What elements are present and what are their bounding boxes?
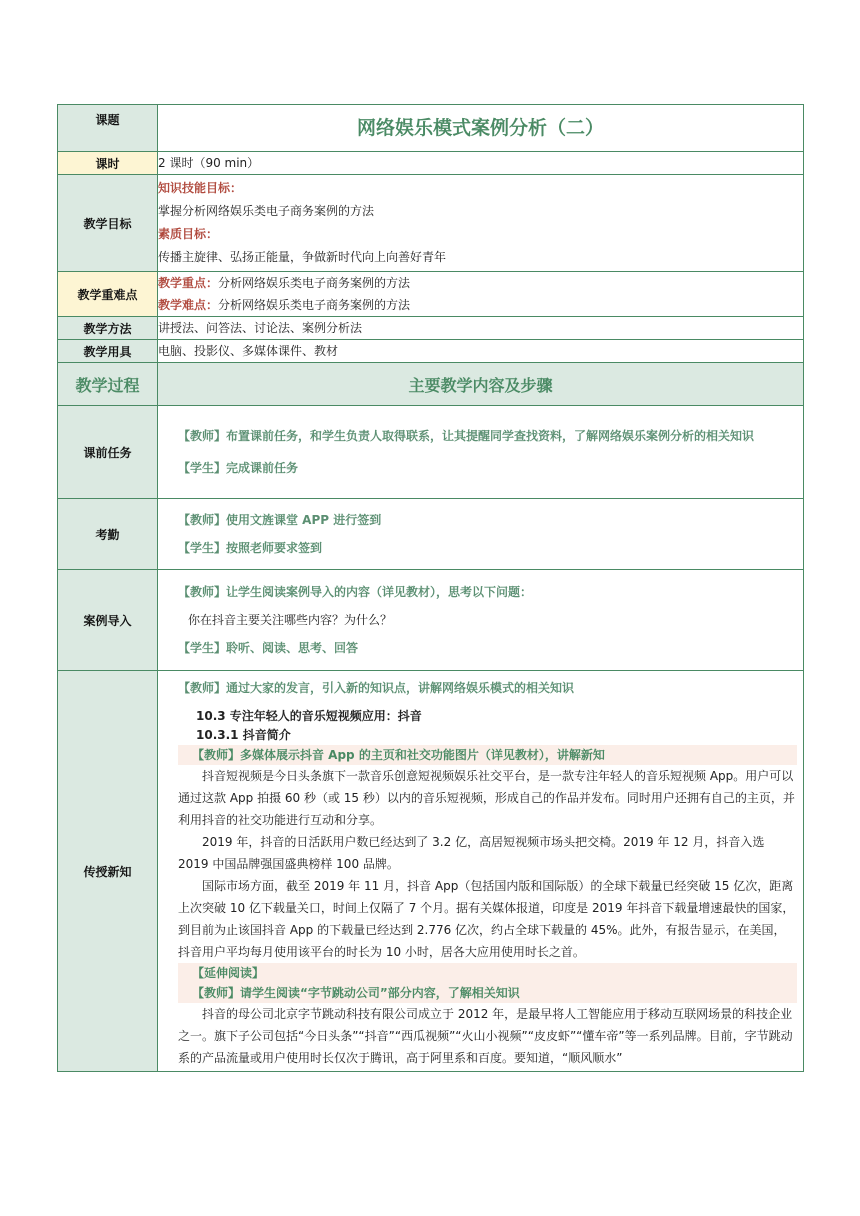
focus-heading: 教学重点： [158, 276, 219, 290]
teach-cell [158, 671, 804, 1072]
case-cell [158, 570, 804, 671]
goals-cell [158, 175, 804, 272]
hours-row [58, 152, 804, 175]
difficulty-text: 分析网络娱乐类电子商务案例的方法 [218, 298, 411, 312]
quality-heading: 素质目标： [158, 227, 219, 241]
lesson-plan-page [57, 104, 803, 1072]
method-row [58, 317, 804, 340]
pretask-teacher: 【教师】布置课前任务，和学生负责人取得联系，让其提醒同学查找资料，了解网络娱乐案例分析的相关知识 [178, 429, 755, 443]
tools-row [58, 340, 804, 363]
difficulty-line [158, 294, 803, 316]
attendance-label: 考勤 [58, 499, 158, 570]
case-question: 你在抖音主要关注哪些内容？为什么？ [188, 613, 393, 627]
extended-reading-block [178, 963, 797, 1003]
key-cell [158, 272, 804, 317]
pretask-row [58, 406, 804, 499]
attendance-teacher: 【教师】使用文旌课堂 APP 进行签到 [178, 513, 382, 527]
case-label: 案例导入 [58, 570, 158, 671]
process-header-row [58, 363, 804, 406]
method-value: 讲授法、问答法、讨论法、案例分析法 [158, 317, 804, 340]
case-student: 【学生】聆听、阅读、思考、回答 [178, 641, 359, 655]
pretask-student: 【学生】完成课前任务 [178, 461, 299, 475]
paragraph-users: 2019 年，抖音的日活跃用户数已经达到了 3.2 亿，高居短视频市场头把交椅。2019 年 12 月，抖音入选 2019 中国品牌强国盛典榜样 100 品牌。 [178, 835, 765, 871]
teacher-band-bytedance: 【教师】请学生阅读“字节跳动公司”部分内容，了解相关知识 [178, 983, 797, 1003]
case-row [58, 570, 804, 671]
section-heading: 10.3 专注年轻人的音乐短视频应用：抖音 [196, 709, 422, 723]
attendance-student: 【学生】按照老师要求签到 [178, 541, 323, 555]
knowledge-text: 掌握分析网络娱乐类电子商务案例的方法 [158, 204, 375, 218]
topic-cell [158, 105, 804, 152]
hours-label: 课时 [58, 152, 158, 175]
process-header: 主要教学内容及步骤 [158, 363, 804, 406]
quality-text: 传播主旋律、弘扬正能量，争做新时代向上向善好青年 [158, 250, 447, 264]
teach-teacher-intro: 【教师】通过大家的发言，引入新的知识点，讲解网络娱乐模式的相关知识 [178, 681, 575, 695]
extended-reading-label: 【延伸阅读】 [178, 963, 797, 983]
focus-text: 分析网络娱乐类电子商务案例的方法 [218, 276, 411, 290]
paragraph-bytedance: 抖音的母公司北京字节跳动科技有限公司成立于 2012 年，是最早将人工智能应用于移动互联网场景的科技企业之一。旗下子公司包括“今日头条”“抖音”“西瓜视频”“火山小视频”“皮皮虾”“懂车帝”等一系列品牌。目前，字节跳动系的产品流量或用户使用时长仅次于腾讯，高于阿里系和百度。要知道，“顺风顺水” [178, 1007, 793, 1065]
attendance-cell [158, 499, 804, 570]
tools-label: 教学用具 [58, 340, 158, 363]
knowledge-heading: 知识技能目标： [158, 181, 243, 195]
tools-value: 电脑、投影仪、多媒体课件、教材 [158, 340, 804, 363]
method-label: 教学方法 [58, 317, 158, 340]
topic-row [58, 105, 804, 152]
teacher-band-multimedia: 【教师】多媒体展示抖音 App 的主页和社交功能图片（详见教材），讲解新知 [178, 745, 797, 765]
difficulty-heading: 教学难点： [158, 298, 219, 312]
teach-label: 传授新知 [58, 671, 158, 1072]
case-teacher: 【教师】让学生阅读案例导入的内容（详见教材），思考以下问题： [178, 585, 533, 599]
focus-line [158, 272, 803, 294]
key-row [58, 272, 804, 317]
lesson-plan-table [57, 104, 804, 1072]
pretask-cell [158, 406, 804, 499]
paragraph-intro: 抖音短视频是今日头条旗下一款音乐创意短视频娱乐社交平台，是一款专注年轻人的音乐短视频 App。用户可以通过这款 App 拍摄 60 秒（或 15 秒）以内的音乐短视频，形成自己的作品并发布。同时用户还拥有自己的主页，并利用抖音的社交功能进行互动和分享。 [178, 769, 795, 827]
key-label: 教学重难点 [58, 272, 158, 317]
page-title: 网络娱乐模式案例分析（二） [356, 117, 604, 139]
teach-row [58, 671, 804, 1072]
goals-label: 教学目标 [58, 175, 158, 272]
attendance-row [58, 499, 804, 570]
process-label: 教学过程 [58, 363, 158, 406]
subsection-heading: 10.3.1 抖音简介 [196, 728, 291, 742]
topic-label: 课题 [58, 105, 158, 152]
goals-row [58, 175, 804, 272]
hours-value: 2 课时（90 min） [158, 152, 804, 175]
pretask-label: 课前任务 [58, 406, 158, 499]
paragraph-international: 国际市场方面，截至 2019 年 11 月，抖音 App（包括国内版和国际版）的全球下载量已经突破 15 亿次，距离上次突破 10 亿下载量关口，时间上仅隔了 7 个月。据有关媒体报道，印度是 2019 年抖音下载量增速最快的国家，到目前为止该国抖音 App 的下载量已经达到 2.776 亿次，约占全球下载量的 45%。此外，有报告显示，在美国，抖音用户平均每月使用该平台的时长为 10 小时，居各大应用使用时长之首。 [178, 879, 795, 959]
